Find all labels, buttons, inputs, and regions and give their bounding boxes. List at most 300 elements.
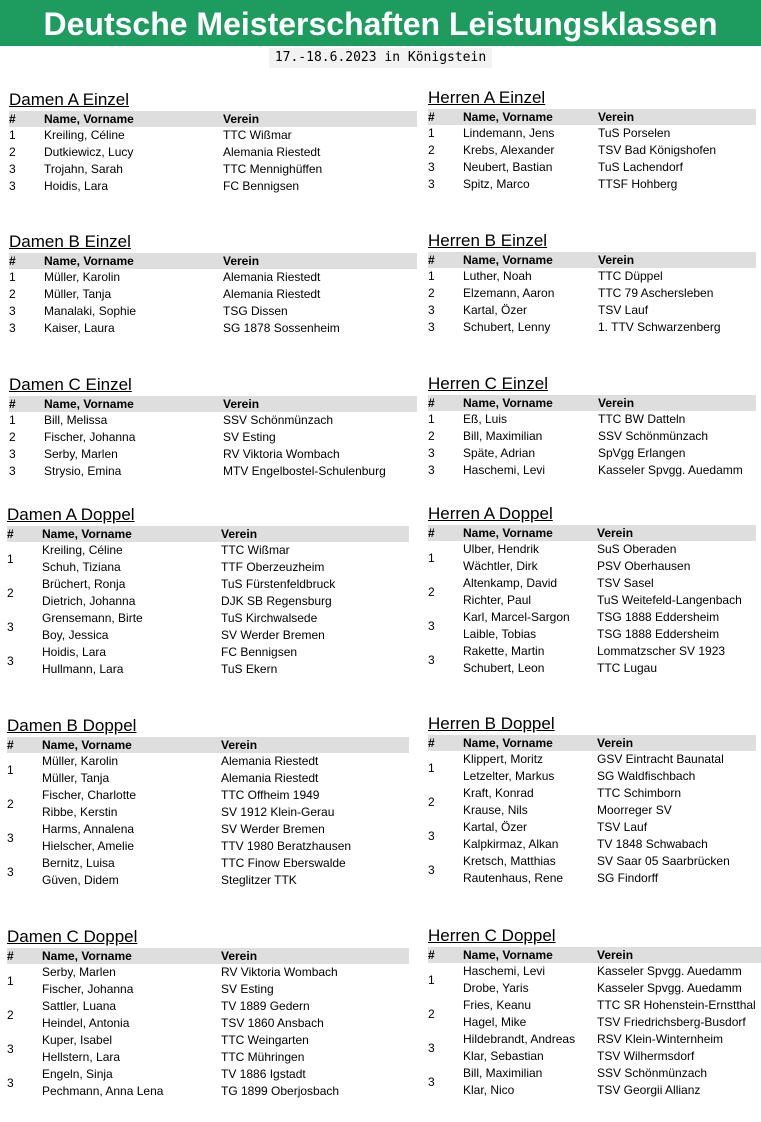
player-name: Brüchert, Ronja xyxy=(42,577,126,591)
rank: 2 xyxy=(7,586,14,600)
player-name: Fischer, Johanna xyxy=(42,982,134,996)
player-name: Ulber, Hendrik xyxy=(463,542,540,556)
rank: 1 xyxy=(7,552,14,566)
section-title: Herren A Einzel xyxy=(428,88,546,107)
club-name: Alemania Riestedt xyxy=(223,287,321,301)
header-name: Name, Vorname xyxy=(42,738,132,752)
table-header xyxy=(428,947,761,963)
rank: 2 xyxy=(9,430,16,444)
table-header xyxy=(9,111,417,127)
rank: 3 xyxy=(7,865,14,879)
player-name: Haschemi, Levi xyxy=(463,964,546,978)
rank: 1 xyxy=(428,973,435,987)
club-name: SSV Schönmünzach xyxy=(223,413,334,427)
rank: 3 xyxy=(428,303,435,317)
header-name: Name, Vorname xyxy=(42,527,132,541)
table-header xyxy=(428,109,756,125)
table-row xyxy=(9,178,417,195)
rank: 3 xyxy=(9,179,16,193)
club-name: TSV 1860 Ansbach xyxy=(221,1016,324,1030)
page-title: Deutsche Meisterschaften Leistungsklassen xyxy=(0,0,761,46)
player-name: Sattler, Luana xyxy=(42,999,117,1013)
club-name: Alemania Riestedt xyxy=(221,754,319,768)
section-title: Herren A Doppel xyxy=(428,504,553,523)
club-name: TTC Mühringen xyxy=(221,1050,305,1064)
table-row xyxy=(428,462,756,479)
header-rank: # xyxy=(428,736,435,750)
table-header xyxy=(9,253,417,269)
pair-row xyxy=(7,1066,409,1100)
rank: 3 xyxy=(428,177,435,191)
club-name: TTSF Hohberg xyxy=(598,177,678,191)
table-header xyxy=(428,525,756,541)
header-name: Name, Vorname xyxy=(42,949,132,963)
table-header xyxy=(428,735,756,751)
table-row xyxy=(428,176,756,193)
player-name: Rakette, Martin xyxy=(463,644,545,658)
player-name: Fries, Keanu xyxy=(463,998,532,1012)
table-row xyxy=(428,159,756,176)
pair-row xyxy=(428,1031,761,1065)
club-name: TTC Schimborn xyxy=(597,786,682,800)
club-name: SSV Schönmünzach xyxy=(598,429,709,443)
player-name: Kartal, Özer xyxy=(463,303,528,317)
rank: 3 xyxy=(9,321,16,335)
section-damen-c-einzel xyxy=(9,374,417,480)
club-name: TTC Lugau xyxy=(597,661,658,675)
player-name: Engeln, Sinja xyxy=(42,1067,113,1081)
player-name: Heindel, Antonia xyxy=(42,1016,130,1030)
rank: 1 xyxy=(428,412,435,426)
player-name: Luther, Noah xyxy=(463,269,532,283)
club-name: SG Findorff xyxy=(597,871,659,885)
club-name: SV Saar 05 Saarbrücken xyxy=(597,854,730,868)
club-name: SV Werder Bremen xyxy=(221,822,325,836)
section-damen-a-einzel xyxy=(9,89,417,195)
section-damen-b-einzel xyxy=(9,231,417,337)
player-name: Dutkiewicz, Lucy xyxy=(44,145,134,159)
section-herren-a-doppel xyxy=(428,503,756,677)
table-row xyxy=(9,161,417,178)
section-damen-b-doppel xyxy=(7,715,409,889)
table-row xyxy=(9,303,417,320)
player-name: Spitz, Marco xyxy=(463,177,530,191)
header-club: Verein xyxy=(597,526,634,540)
club-name: TuS Ekern xyxy=(221,662,278,676)
pair-row xyxy=(7,542,409,576)
player-name: Drobe, Yaris xyxy=(463,981,529,995)
header-rank: # xyxy=(7,949,14,963)
pair-row xyxy=(7,855,409,889)
rank: 3 xyxy=(7,620,14,634)
club-name: TSG 1888 Eddersheim xyxy=(597,610,720,624)
table-row xyxy=(9,286,417,303)
rank: 3 xyxy=(7,1076,14,1090)
rank: 3 xyxy=(428,829,435,843)
player-name: Kraft, Konrad xyxy=(463,786,534,800)
table-row xyxy=(9,429,417,446)
player-name: Müller, Karolin xyxy=(42,754,119,768)
player-name: Strysio, Emina xyxy=(44,464,122,478)
header-rank: # xyxy=(7,738,14,752)
header-club: Verein xyxy=(223,397,260,411)
header-club: Verein xyxy=(598,110,635,124)
club-name: TTV 1980 Beratzhausen xyxy=(221,839,352,853)
header-club: Verein xyxy=(221,527,258,541)
header-club: Verein xyxy=(223,112,260,126)
player-name: Harms, Annalena xyxy=(42,822,135,836)
player-name: Karl, Marcel-Sargon xyxy=(463,610,570,624)
player-name: Hoidis, Lara xyxy=(42,645,107,659)
table-row xyxy=(428,428,756,445)
pair-row xyxy=(7,821,409,855)
rank: 1 xyxy=(9,413,16,427)
section-damen-a-doppel xyxy=(7,504,409,678)
table-header xyxy=(7,948,409,964)
player-name: Kalpkirmaz, Alkan xyxy=(463,837,559,851)
club-name: Kasseler Spvgg. Auedamm xyxy=(597,981,742,995)
club-name: TSV Georgii Allianz xyxy=(597,1083,701,1097)
player-name: Klippert, Moritz xyxy=(463,752,544,766)
player-name: Klar, Sebastian xyxy=(463,1049,544,1063)
rank: 2 xyxy=(428,143,435,157)
table-row xyxy=(9,412,417,429)
club-name: TTC SR Hohenstein-Ernstthal xyxy=(597,998,756,1012)
header-club: Verein xyxy=(221,949,258,963)
header-rank: # xyxy=(428,948,435,962)
table-header xyxy=(428,395,756,411)
rank: 3 xyxy=(428,160,435,174)
player-name: Trojahn, Sarah xyxy=(44,162,123,176)
player-name: Pechmann, Anna Lena xyxy=(42,1084,164,1098)
player-name: Lindemann, Jens xyxy=(463,126,555,140)
rank: 1 xyxy=(7,763,14,777)
table-row xyxy=(428,268,756,285)
section-damen-c-doppel xyxy=(7,926,409,1100)
section-title: Herren C Doppel xyxy=(428,926,556,945)
club-name: 1. TTV Schwarzenberg xyxy=(598,320,721,334)
header-club: Verein xyxy=(598,253,635,267)
player-name: Manalaki, Sophie xyxy=(44,304,137,318)
club-name: TSV Sasel xyxy=(597,576,654,590)
club-name: TSV Friedrichsberg-Busdorf xyxy=(597,1015,746,1029)
player-name: Kaiser, Laura xyxy=(44,321,115,335)
club-name: RV Viktoria Wombach xyxy=(223,447,340,461)
club-name: Kasseler Spvgg. Auedamm xyxy=(598,463,743,477)
rank: 3 xyxy=(7,654,14,668)
club-name: TTC Weingarten xyxy=(221,1033,309,1047)
table-row xyxy=(428,302,756,319)
player-name: Kreiling, Céline xyxy=(42,543,123,557)
table-row xyxy=(9,127,417,144)
header-rank: # xyxy=(7,527,14,541)
club-name: RSV Klein-Winternheim xyxy=(597,1032,724,1046)
rank: 2 xyxy=(9,287,16,301)
player-name: Späte, Adrian xyxy=(463,446,536,460)
table-row xyxy=(428,285,756,302)
club-name: SV 1912 Klein-Gerau xyxy=(221,805,335,819)
club-name: Moorreger SV xyxy=(597,803,672,817)
section-title: Damen B Einzel xyxy=(9,232,131,251)
club-name: TSV Wilhermsdorf xyxy=(597,1049,695,1063)
club-name: TTC Offheim 1949 xyxy=(221,788,320,802)
section-title: Herren B Doppel xyxy=(428,714,555,733)
club-name: MTV Engelbostel-Schulenburg xyxy=(223,464,386,478)
club-name: SV Werder Bremen xyxy=(221,628,325,642)
rank: 2 xyxy=(7,1008,14,1022)
club-name: TSV Bad Königshofen xyxy=(598,143,717,157)
club-name: SV Esting xyxy=(223,430,276,444)
section-herren-a-einzel xyxy=(428,87,756,193)
player-name: Serby, Marlen xyxy=(44,447,118,461)
club-name: SSV Schönmünzach xyxy=(597,1066,708,1080)
pair-row xyxy=(428,643,756,677)
header-name: Name, Vorname xyxy=(463,253,553,267)
table-row xyxy=(9,144,417,161)
player-name: Bill, Maximilian xyxy=(463,429,543,443)
header-rank: # xyxy=(9,112,16,126)
rank: 1 xyxy=(7,974,14,988)
player-name: Hielscher, Amelie xyxy=(42,839,135,853)
pair-row xyxy=(428,541,756,575)
pair-row xyxy=(428,609,756,643)
player-name: Richter, Paul xyxy=(463,593,532,607)
pair-row xyxy=(7,787,409,821)
section-herren-c-einzel xyxy=(428,373,756,479)
player-name: Elzemann, Aaron xyxy=(463,286,555,300)
player-name: Krause, Nils xyxy=(463,803,528,817)
club-name: SV Esting xyxy=(221,982,274,996)
table-header xyxy=(9,396,417,412)
header-club: Verein xyxy=(223,254,260,268)
pair-row xyxy=(428,751,756,785)
player-name: Fischer, Johanna xyxy=(44,430,136,444)
rank: 3 xyxy=(428,463,435,477)
player-name: Müller, Tanja xyxy=(42,771,110,785)
rank: 1 xyxy=(9,128,16,142)
club-name: TTC BW Datteln xyxy=(598,412,686,426)
pair-row xyxy=(7,576,409,610)
rank: 2 xyxy=(428,585,435,599)
pair-row xyxy=(428,575,756,609)
table-row xyxy=(428,411,756,428)
club-name: TSG 1888 Eddersheim xyxy=(597,627,720,641)
pair-row xyxy=(428,1065,761,1099)
rank: 3 xyxy=(7,1042,14,1056)
club-name: Kasseler Spvgg. Auedamm xyxy=(597,964,742,978)
rank: 3 xyxy=(9,304,16,318)
pair-row xyxy=(428,853,756,887)
header-club: Verein xyxy=(597,736,634,750)
section-title: Damen A Einzel xyxy=(9,90,130,109)
player-name: Krebs, Alexander xyxy=(463,143,555,157)
player-name: Müller, Tanja xyxy=(44,287,112,301)
rank: 2 xyxy=(428,286,435,300)
header-rank: # xyxy=(428,396,435,410)
rank: 3 xyxy=(7,831,14,845)
header-rank: # xyxy=(428,526,435,540)
pair-row xyxy=(7,610,409,644)
header-name: Name, Vorname xyxy=(463,526,553,540)
section-title: Damen B Doppel xyxy=(7,716,137,735)
table-header xyxy=(7,737,409,753)
section-herren-c-doppel xyxy=(428,925,761,1099)
table-row xyxy=(428,319,756,336)
table-row xyxy=(9,320,417,337)
pair-row xyxy=(7,1032,409,1066)
player-name: Grensemann, Birte xyxy=(42,611,143,625)
section-title: Damen A Doppel xyxy=(7,505,135,524)
player-name: Fischer, Charlotte xyxy=(42,788,137,802)
header-club: Verein xyxy=(598,396,635,410)
club-name: TuS Kirchwalsede xyxy=(221,611,318,625)
header-name: Name, Vorname xyxy=(463,736,553,750)
section-title: Herren C Einzel xyxy=(428,374,548,393)
header-name: Name, Vorname xyxy=(44,254,134,268)
club-name: FC Bennigsen xyxy=(221,645,298,659)
rank: 2 xyxy=(7,797,14,811)
rank: 3 xyxy=(428,653,435,667)
player-name: Letzelter, Markus xyxy=(463,769,555,783)
header-rank: # xyxy=(428,253,435,267)
player-name: Kuper, Isabel xyxy=(42,1033,113,1047)
table-row xyxy=(428,142,756,159)
player-name: Serby, Marlen xyxy=(42,965,116,979)
section-title: Damen C Doppel xyxy=(7,927,138,946)
club-name: TTC Wißmar xyxy=(223,128,292,142)
rank: 3 xyxy=(428,1041,435,1055)
rank: 2 xyxy=(428,429,435,443)
club-name: TV 1889 Gedern xyxy=(221,999,310,1013)
player-name: Klar, Nico xyxy=(463,1083,515,1097)
header-club: Verein xyxy=(597,948,634,962)
club-name: GSV Eintracht Baunatal xyxy=(597,752,724,766)
rank: 1 xyxy=(428,761,435,775)
pair-row xyxy=(428,963,761,997)
rank: 2 xyxy=(9,145,16,159)
club-name: TuS Lachendorf xyxy=(598,160,683,174)
player-name: Schuh, Tiziana xyxy=(42,560,121,574)
pair-row xyxy=(428,819,756,853)
club-name: TuS Porselen xyxy=(598,126,671,140)
table-row xyxy=(428,125,756,142)
club-name: TSV Lauf xyxy=(598,303,649,317)
club-name: TG 1899 Oberjosbach xyxy=(221,1084,340,1098)
player-name: Hoidis, Lara xyxy=(44,179,109,193)
player-name: Neubert, Bastian xyxy=(463,160,553,174)
rank: 3 xyxy=(428,863,435,877)
pair-row xyxy=(7,753,409,787)
club-name: SuS Oberaden xyxy=(597,542,677,556)
player-name: Schubert, Lenny xyxy=(463,320,551,334)
player-name: Ribbe, Kerstin xyxy=(42,805,118,819)
player-name: Hullmann, Lara xyxy=(42,662,124,676)
table-row xyxy=(9,463,417,480)
player-name: Hildebrandt, Andreas xyxy=(463,1032,576,1046)
pair-row xyxy=(7,998,409,1032)
table-row xyxy=(9,446,417,463)
table-row xyxy=(9,269,417,286)
header-club: Verein xyxy=(221,738,258,752)
player-name: Wächtler, Dirk xyxy=(463,559,538,573)
table-row xyxy=(428,445,756,462)
club-name: TTC Mennighüffen xyxy=(223,162,323,176)
club-name: PSV Oberhausen xyxy=(597,559,691,573)
rank: 3 xyxy=(9,447,16,461)
rank: 2 xyxy=(428,1007,435,1021)
section-herren-b-einzel xyxy=(428,230,756,336)
header-name: Name, Vorname xyxy=(463,396,553,410)
club-name: Alemania Riestedt xyxy=(223,145,321,159)
player-name: Schubert, Leon xyxy=(463,661,545,675)
header-rank: # xyxy=(428,110,435,124)
club-name: Lommatzscher SV 1923 xyxy=(597,644,726,658)
club-name: TTC Wißmar xyxy=(221,543,290,557)
club-name: TTC 79 Aschersleben xyxy=(598,286,714,300)
header-name: Name, Vorname xyxy=(463,110,553,124)
player-name: Hellstern, Lara xyxy=(42,1050,121,1064)
section-herren-b-doppel xyxy=(428,713,756,887)
club-name: SG Waldfischbach xyxy=(597,769,696,783)
pair-row xyxy=(428,785,756,819)
club-name: SpVgg Erlangen xyxy=(598,446,686,460)
table-header xyxy=(428,252,756,268)
club-name: RV Viktoria Wombach xyxy=(221,965,338,979)
club-name: TuS Fürstenfeldbruck xyxy=(221,577,336,591)
header-rank: # xyxy=(9,397,16,411)
rank: 3 xyxy=(9,464,16,478)
player-name: Müller, Karolin xyxy=(44,270,121,284)
header-name: Name, Vorname xyxy=(44,397,134,411)
player-name: Laible, Tobias xyxy=(463,627,537,641)
header-name: Name, Vorname xyxy=(463,948,553,962)
section-title: Herren B Einzel xyxy=(428,231,548,250)
player-name: Dietrich, Johanna xyxy=(42,594,136,608)
club-name: Steglitzer TTK xyxy=(221,873,297,887)
club-name: FC Bennigsen xyxy=(223,179,300,193)
player-name: Bill, Melissa xyxy=(44,413,108,427)
player-name: Altenkamp, David xyxy=(463,576,558,590)
club-name: DJK SB Regensburg xyxy=(221,594,332,608)
rank: 1 xyxy=(428,269,435,283)
header-name: Name, Vorname xyxy=(44,112,134,126)
header-rank: # xyxy=(9,254,16,268)
rank: 3 xyxy=(9,162,16,176)
player-name: Haschemi, Levi xyxy=(463,463,546,477)
club-name: SG 1878 Sossenheim xyxy=(223,321,340,335)
event-date-text: 17.-18.6.2023 in Königstein xyxy=(269,48,492,68)
player-name: Bill, Maximilian xyxy=(463,1066,543,1080)
section-title: Damen C Einzel xyxy=(9,375,132,394)
player-name: Hagel, Mike xyxy=(463,1015,527,1029)
table-header xyxy=(7,526,409,542)
player-name: Boy, Jessica xyxy=(42,628,109,642)
rank: 3 xyxy=(428,446,435,460)
pair-row xyxy=(7,964,409,998)
club-name: Alemania Riestedt xyxy=(223,270,321,284)
player-name: Kreiling, Céline xyxy=(44,128,125,142)
player-name: Rautenhaus, Rene xyxy=(463,871,564,885)
rank: 1 xyxy=(9,270,16,284)
club-name: Alemania Riestedt xyxy=(221,771,319,785)
rank: 3 xyxy=(428,320,435,334)
rank: 3 xyxy=(428,619,435,633)
pair-row xyxy=(428,997,761,1031)
rank: 2 xyxy=(428,795,435,809)
club-name: TTC Finow Eberswalde xyxy=(221,856,346,870)
player-name: Kartal, Özer xyxy=(463,820,528,834)
club-name: TV 1886 Igstadt xyxy=(221,1067,306,1081)
